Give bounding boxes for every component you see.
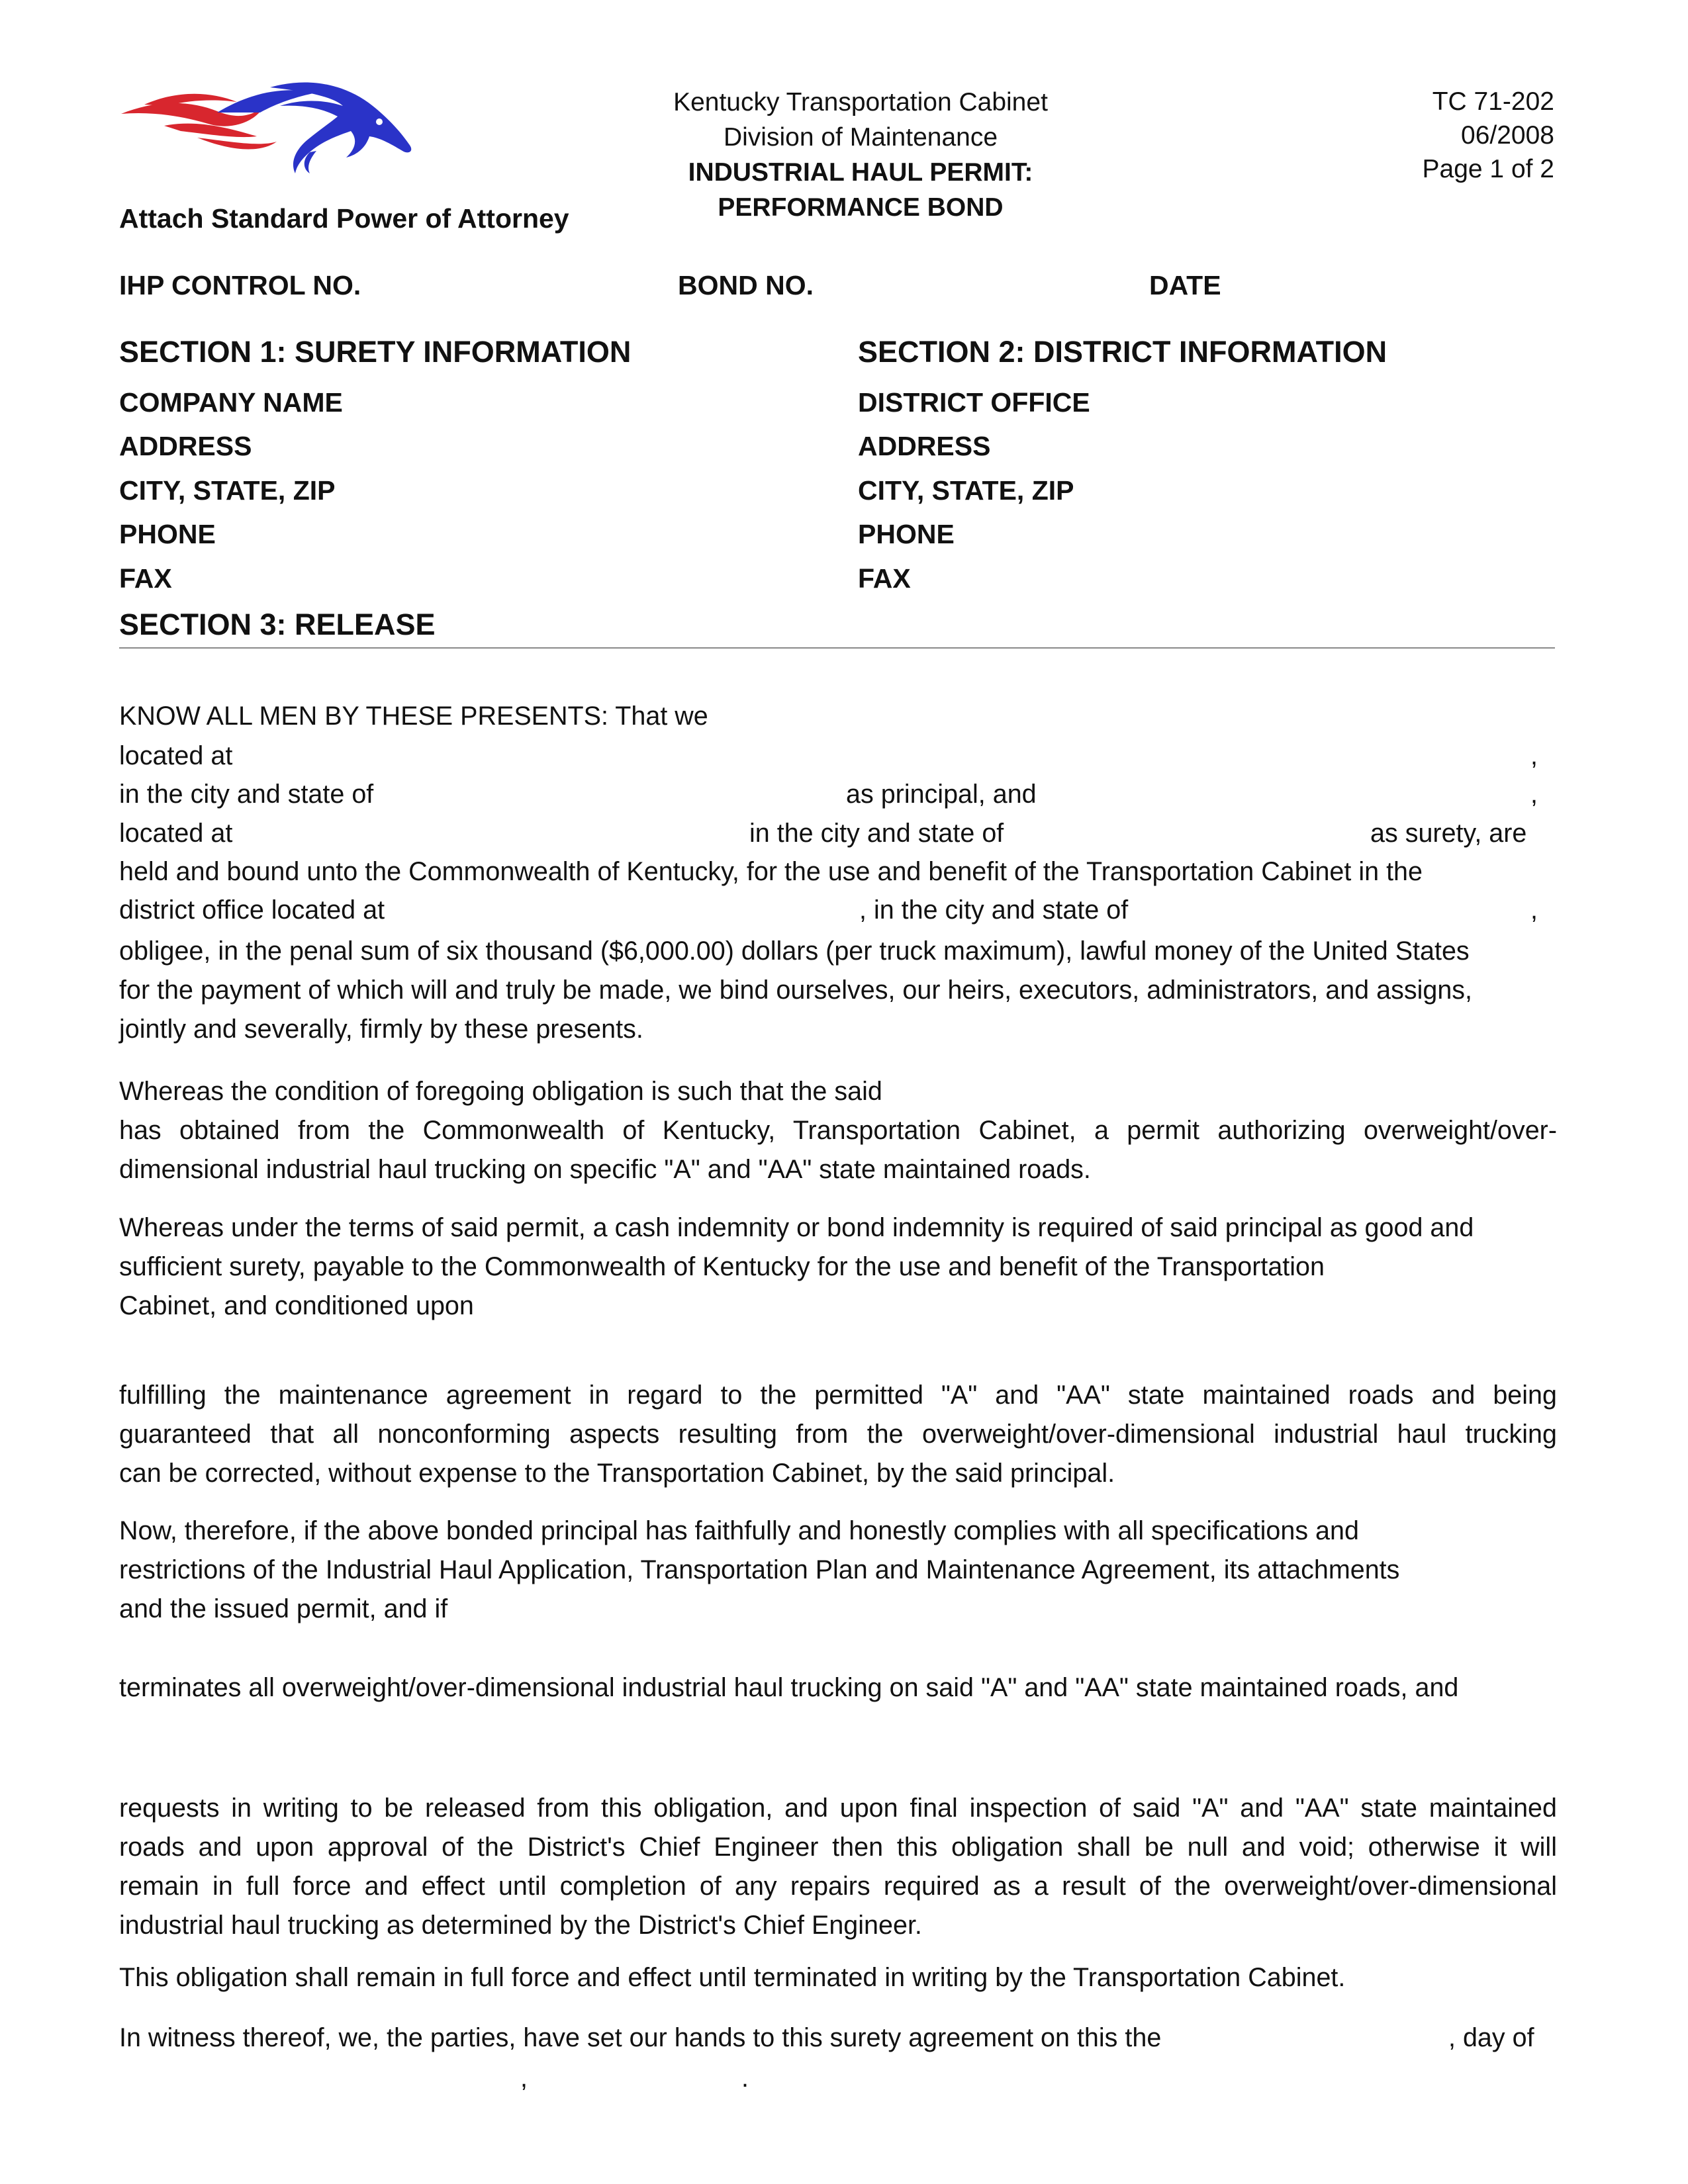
whereas1-paragraph (119, 1072, 1557, 1189)
s2-city-state-zip-label: CITY, STATE, ZIP (858, 475, 1074, 506)
s2-district-office-label: DISTRICT OFFICE (858, 387, 1090, 418)
s2-fax-label: FAX (858, 563, 911, 594)
form-title-line2: PERFORMANCE BOND (718, 193, 1004, 222)
form-title-line1: INDUSTRIAL HAUL PERMIT: (688, 158, 1033, 187)
requests-line-2: roads and upon approval of the District's Chief Engineer then this obligation shall be null and void; otherwise it will (119, 1833, 1557, 1862)
as-surety-text: as surety, are (1370, 819, 1527, 848)
district-office-located: district office located at (119, 895, 385, 925)
form-date: 06/2008 (1461, 121, 1554, 150)
header-right (1258, 85, 1554, 186)
form-number: TC 71-202 (1432, 87, 1554, 116)
know-all-text: KNOW ALL MEN BY THESE PRESENTS: That we (119, 702, 708, 731)
day-of-text: , day of (1448, 2023, 1534, 2052)
obligee-line-1: obligee, in the penal sum of six thousand ($6,000.00) dollars (per truck maximum), lawful money of the United States (119, 936, 1470, 966)
section3-title: SECTION 3: RELEASE (119, 608, 436, 641)
requests-line-1: requests in writing to be released from this obligation, and upon final inspection of said "A" and "AA" state maintained (119, 1794, 1557, 1823)
whereas1-line-1: Whereas the condition of foregoing obligation is such that the said (119, 1077, 882, 1106)
witness-comma: , (520, 2064, 528, 2093)
whereas2-line-3: Cabinet, and conditioned upon (119, 1291, 474, 1320)
as-principal-text: as principal, and (846, 780, 1037, 809)
date-label: DATE (1149, 270, 1221, 300)
requests-paragraph (119, 1789, 1557, 1945)
witness-period: . (741, 2064, 749, 2093)
now-line-1: Now, therefore, if the above bonded principal has faithfully and honestly complies with all specifications and (119, 1516, 1359, 1545)
agency-name: Kentucky Transportation Cabinet (673, 88, 1048, 116)
located-at-2: located at (119, 819, 233, 848)
fulfilling-paragraph (119, 1376, 1557, 1493)
city-state-of-2: in the city and state of (749, 819, 1004, 848)
located-at-1: located at (119, 741, 233, 770)
comma-2: , (1530, 780, 1538, 809)
now-therefore-paragraph (119, 1512, 1557, 1629)
page-indicator: Page 1 of 2 (1422, 155, 1554, 183)
kentucky-horse-logo-icon (118, 73, 436, 179)
whereas1-line-2: has obtained from the Commonwealth of Kentucky, Transportation Cabinet, a permit authorizing overweight/over- (119, 1116, 1557, 1145)
comma-3: , (1530, 895, 1538, 925)
obligee-line-2: for the payment of which will and truly be made, we bind ourselves, our heirs, executors, administrators, and assigns, (119, 976, 1473, 1005)
now-line-2: restrictions of the Industrial Haul Application, Transportation Plan and Maintenance Agreement, its attachments (119, 1555, 1400, 1584)
obligation-text: This obligation shall remain in full force and effect until terminated in writing by the Transportation Cabinet. (119, 1963, 1346, 1992)
whereas2-line-2: sufficient surety, payable to the Commonwealth of Kentucky for the use and benefit of the Transportation (119, 1252, 1325, 1281)
city-state-of-1: in the city and state of (119, 780, 374, 809)
fulfilling-line-1: fulfilling the maintenance agreement in regard to the permitted "A" and "AA" state maintained roads and being (119, 1381, 1557, 1410)
obligee-line-3: jointly and severally, firmly by these presents. (119, 1015, 643, 1044)
in-city-state-of: , in the city and state of (859, 895, 1129, 925)
power-of-attorney-note: Attach Standard Power of Attorney (119, 203, 569, 234)
section-divider (119, 647, 1555, 649)
held-bound-text: held and bound unto the Commonwealth of Kentucky, for the use and benefit of the Transportation Cabinet in the (119, 857, 1423, 886)
s2-address-label: ADDRESS (858, 431, 991, 461)
requests-line-4: industrial haul trucking as determined by the District's Chief Engineer. (119, 1911, 922, 1940)
header-center (596, 85, 1125, 225)
section2-title: SECTION 2: DISTRICT INFORMATION (858, 335, 1387, 369)
fulfilling-line-2: guaranteed that all nonconforming aspects resulting from the overweight/over-dimensional industrial haul trucking (119, 1420, 1557, 1449)
s1-company-name-label: COMPANY NAME (119, 387, 343, 418)
division-name: Division of Maintenance (723, 123, 998, 152)
fulfilling-line-3: can be corrected, without expense to the Transportation Cabinet, by the said principal. (119, 1459, 1115, 1488)
obligee-paragraph (119, 932, 1557, 1049)
requests-line-3: remain in full force and effect until completion of any repairs required as a result of the overweight/over-dimensional (119, 1872, 1557, 1901)
whereas1-line-3: dimensional industrial haul trucking on specific "A" and "AA" state maintained roads. (119, 1155, 1091, 1184)
s2-phone-label: PHONE (858, 519, 955, 549)
terminates-text: terminates all overweight/over-dimensional industrial haul trucking on said "A" and "AA" state maintained roads, and (119, 1673, 1459, 1702)
witness-text: In witness thereof, we, the parties, have set our hands to this surety agreement on this the (119, 2023, 1162, 2052)
whereas2-line-1: Whereas under the terms of said permit, a cash indemnity or bond indemnity is required of said principal as good and (119, 1213, 1474, 1242)
comma-1: , (1530, 741, 1538, 770)
s1-phone-label: PHONE (119, 519, 216, 549)
ihp-control-label: IHP CONTROL NO. (119, 270, 361, 300)
s1-city-state-zip-label: CITY, STATE, ZIP (119, 475, 336, 506)
s1-fax-label: FAX (119, 563, 172, 594)
whereas2-paragraph (119, 1208, 1557, 1326)
s1-address-label: ADDRESS (119, 431, 252, 461)
now-line-3: and the issued permit, and if (119, 1594, 448, 1623)
bond-no-label: BOND NO. (678, 270, 814, 300)
section1-title: SECTION 1: SURETY INFORMATION (119, 335, 632, 369)
